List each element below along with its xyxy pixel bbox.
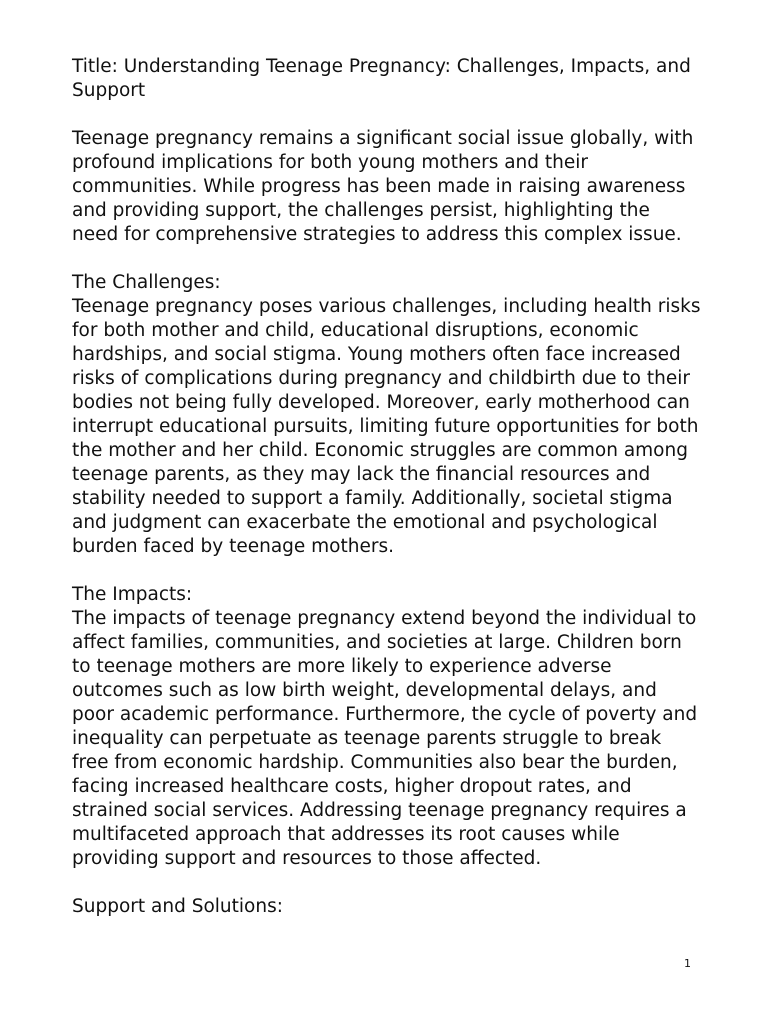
page-number: 1 [684,957,691,970]
section-heading-impacts: The Impacts: [72,584,193,605]
document-title: Title: Understanding Teenage Pregnancy: Challenges, Impacts, and Support [72,56,691,101]
section-challenges [72,271,702,559]
section-support [72,895,702,919]
section-heading-support: Support and Solutions: [72,896,283,917]
intro-paragraph: Teenage pregnancy remains a significant social issue globally, with profound implications for both young mothers and their communities. While progress has been made in raising awareness and providing support, the challenges persist, highlighting the need for comprehensive strategies to address this complex issue. [72,128,694,245]
section-body-impacts: The impacts of teenage pregnancy extend beyond the individual to affect families, communities, and societies at large. Children born to teenage mothers are more likely to experience adverse outcomes such as low birth weight, developmental delays, and poor academic performance. Furthermore, the cycle of poverty and inequality can perpetuate as teenage parents struggle to break free from economic hardship. Communities also bear the burden, facing increased healthcare costs, higher dropout rates, and strained social services. Addressing teenage pregnancy requires a multifaceted approach that addresses its root causes while providing support and resources to those affected. [72,608,698,869]
section-heading-challenges: The Challenges: [72,272,221,293]
document-content [72,55,702,943]
section-body-challenges: Teenage pregnancy poses various challenges, including health risks for both mother and child, educational disruptions, economic hardships, and social stigma. Young mothers often face increased risks of complications during pregnancy and childbirth due to their bodies not being fully developed. Moreover, early motherhood can interrupt educational pursuits, limiting future opportunities for both the mother and her child. Economic struggles are common among teenage parents, as they may lack the financial resources and stability needed to support a family. Additionally, societal stigma and judgment can exacerbate the emotional and psychological burden faced by teenage mothers. [72,296,701,557]
section-impacts [72,583,702,871]
